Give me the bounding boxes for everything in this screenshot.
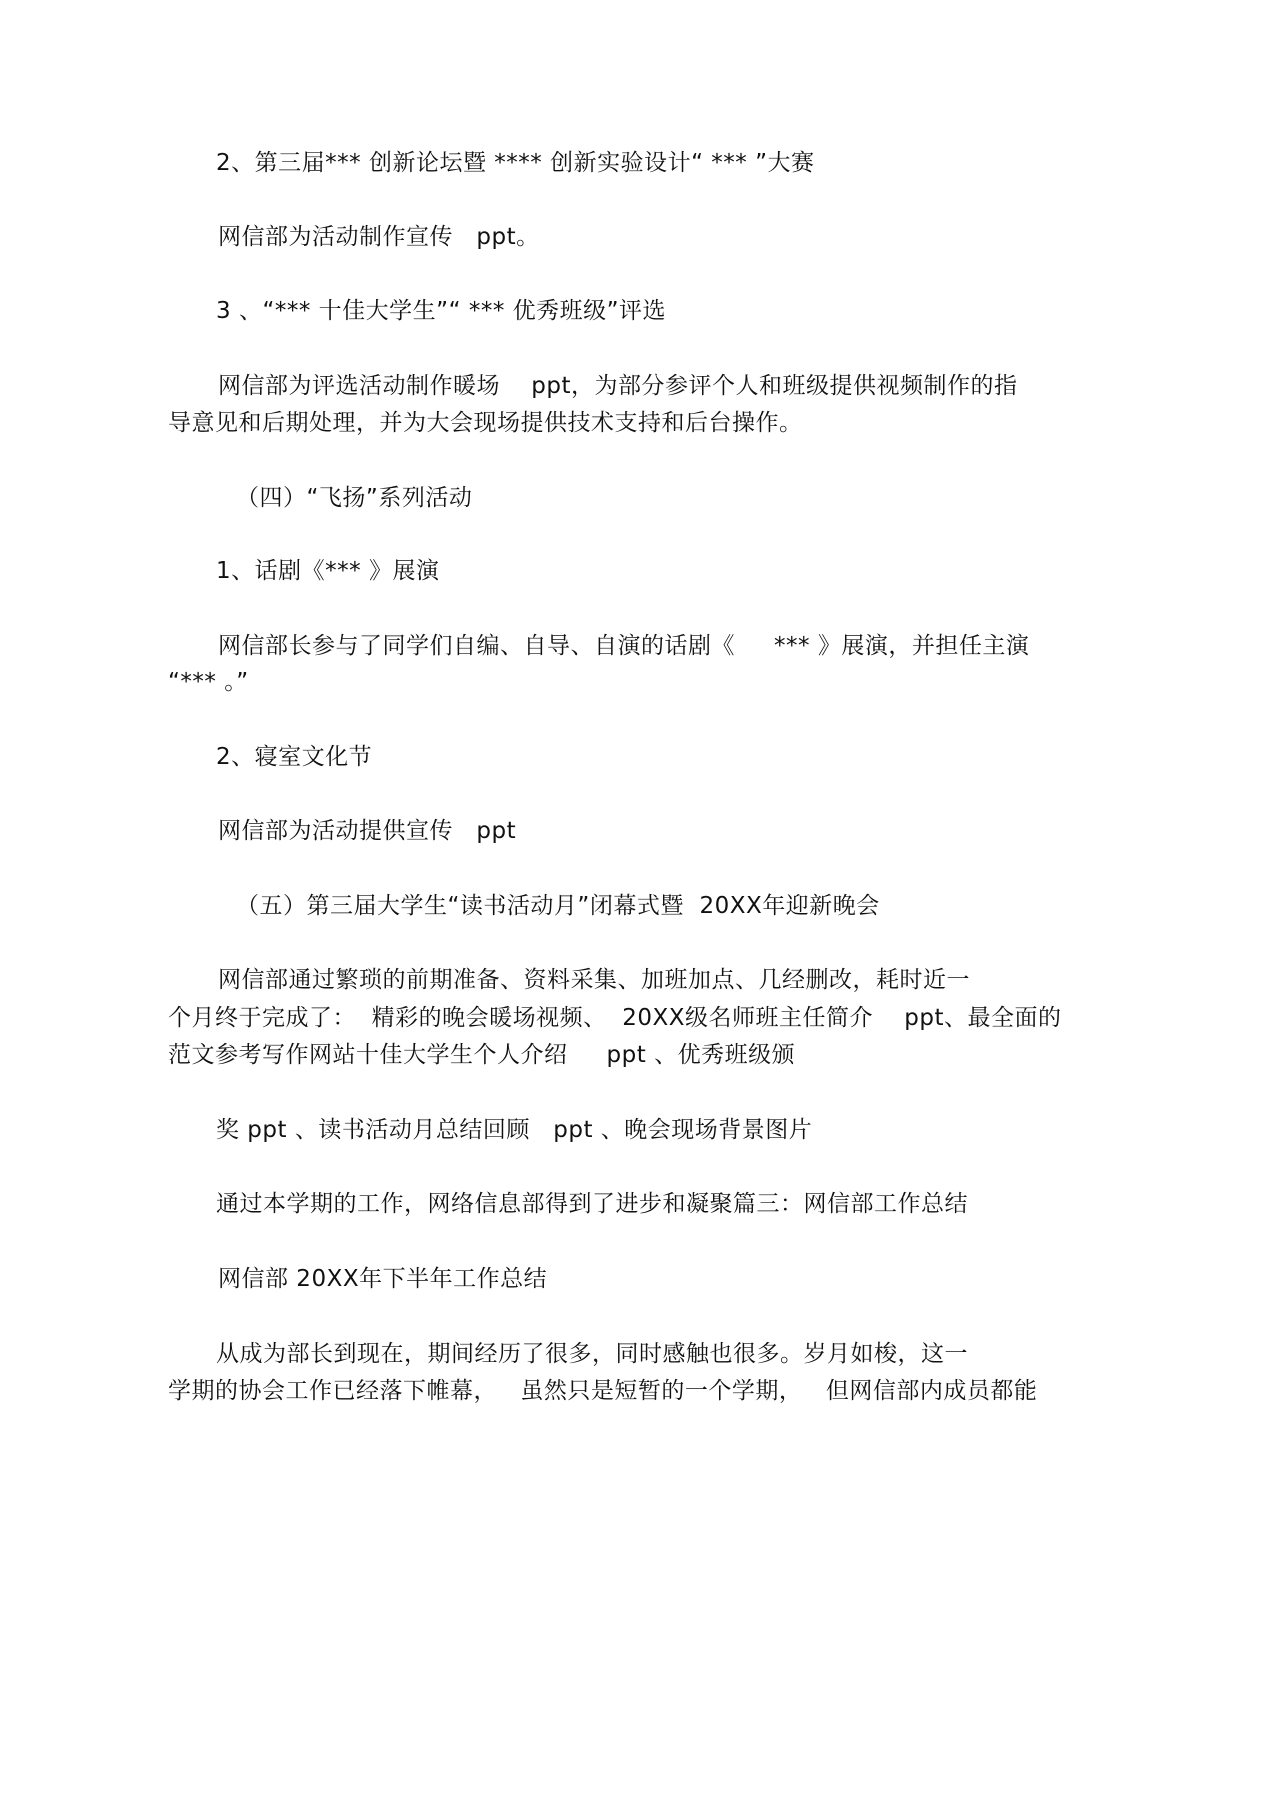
text-line: 个月终于完成了： 精彩的晚会暖场视频、 20XX级名师班主任简介 ppt、最全面的 bbox=[168, 1005, 1062, 1031]
text-line: 网信部为活动提供宣传 ppt bbox=[218, 818, 517, 844]
text-line: 学期的协会工作已经落下帷幕， 虽然只是短暂的一个学期， 但网信部内成员都能 bbox=[168, 1378, 1038, 1404]
text-line: 网信部为活动制作宣传 ppt。 bbox=[218, 224, 540, 250]
text-line: 3 、“*** 十佳大学生”“ *** 优秀班级”评选 bbox=[216, 298, 667, 324]
text-line: 网信部为评选活动制作暖场 ppt，为部分参评个人和班级提供视频制作的指 bbox=[218, 373, 1018, 399]
text-line: （五）第三届大学生“读书活动月”闭幕式暨 20XX年迎新晚会 bbox=[236, 893, 880, 919]
text-line: 导意见和后期处理，并为大会现场提供技术支持和后台操作。 bbox=[168, 410, 803, 436]
text-line: 通过本学期的工作，网络信息部得到了进步和凝聚篇三：网信部工作总结 bbox=[216, 1191, 968, 1217]
text-line: “*** 。” bbox=[168, 669, 249, 695]
text-line: 范文参考写作网站十佳大学生个人介绍 ppt 、优秀班级颁 bbox=[168, 1042, 796, 1068]
text-line: 2、寝室文化节 bbox=[216, 744, 373, 770]
text-line: 网信部通过繁琐的前期准备、资料采集、加班加点、几经删改，耗时近一 bbox=[218, 967, 970, 993]
text-line: 从成为部长到现在，期间经历了很多，同时感触也很多。岁月如梭，这一 bbox=[216, 1341, 968, 1367]
text-line: 2、第三届*** 创新论坛暨 **** 创新实验设计“ *** ”大赛 bbox=[216, 150, 815, 176]
text-line: 奖 ppt 、读书活动月总结回顾 ppt 、晚会现场背景图片 bbox=[216, 1117, 813, 1143]
text-line: 1、话剧《*** 》展演 bbox=[216, 558, 440, 584]
text-line: （四）“飞扬”系列活动 bbox=[236, 485, 473, 511]
text-line: 网信部长参与了同学们自编、自导、自演的话剧《 *** 》展演，并担任主演 bbox=[218, 633, 1030, 659]
text-line: 网信部 20XX年下半年工作总结 bbox=[218, 1266, 548, 1292]
